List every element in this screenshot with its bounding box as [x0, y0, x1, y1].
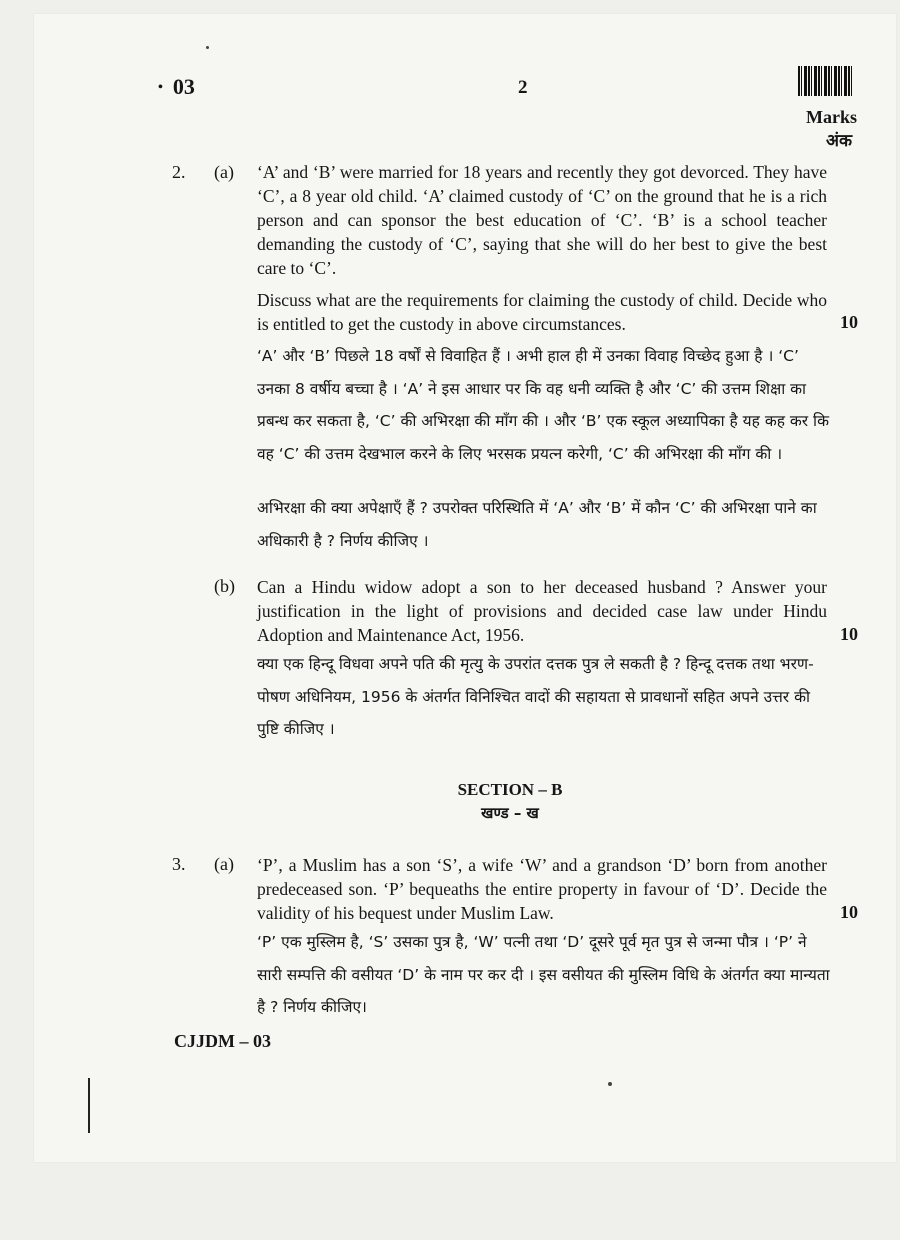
question-3a-label: (a)	[214, 854, 234, 874]
page-number: 2	[518, 77, 528, 98]
section-title: SECTION – B	[457, 780, 563, 799]
paper-number	[158, 74, 195, 100]
question-3a-english: ‘P’, a Muslim has a son ‘S’, a wife ‘W’ and a grandson ‘D’ born from another predeceased son. ‘P’ bequeaths the entire property in favour of ‘D’. Decide the validity of his bequest under Muslim Law.	[257, 855, 827, 923]
question-2b-label: (b)	[214, 576, 235, 596]
paper-code-footer: CJJDM – 03	[174, 1031, 271, 1051]
question-2a-hindi: ‘A’ और ‘B’ पिछले 18 वर्षों से विवाहित हैं । अभी हाल ही में उनका विवाह विच्छेद हुआ है । ‘C’ उनका 8 वर्षीय बच्चा है । ‘A’ ने इस आधार पर कि वह धनी व्यक्ति है और ‘C’ की उत्तम शिक्षा का प्रबन्ध कर सकता है, ‘C’ की अभिरक्षा की माँग की । और ‘B’ एक स्कूल अध्यापिका है यह कह कर कि वह ‘C’ की उत्तम देखभाल करने के लिए भरसक प्रयत्न करेगी, ‘C’ की अभिरक्षा की माँग की ।	[257, 347, 829, 463]
question-2b-english: Can a Hindu widow adopt a son to her deceased husband ? Answer your justification in the light of provisions and decided case law under Hindu Adoption and Maintenance Act, 1956.	[257, 577, 827, 645]
question-3a-hindi: ‘P’ एक मुस्लिम है, ‘S’ उसका पुत्र है, ‘W’ पत्नी तथा ‘D’ दूसरे पूर्व मृत पुत्र से जन्मा पौत्र । ‘P’ ने सारी सम्पत्ति की वसीयत ‘D’ के नाम पर कर दी । इस वसीयत की मुस्लिम विधि के अंतर्गत क्या मान्यता है ? निर्णय कीजिए।	[257, 933, 830, 1016]
question-2b-hindi: क्या एक हिन्दू विधवा अपने पति की मृत्यु के उपरांत दत्तक पुत्र ले सकती है ? हिन्दू दत्तक तथा भरण-पोषण अधिनियम, 1956 के अंतर्गत विनिश्चित वादों की सहायता से प्रावधानों सहित अपने उत्तर की पुष्टि कीजिए ।	[257, 655, 814, 738]
marks-heading: Marks	[806, 107, 857, 127]
marks-heading-hindi: अंक	[826, 131, 853, 151]
ink-speck	[206, 46, 209, 49]
question-2a-hindi-task: अभिरक्षा की क्या अपेक्षाएँ हैं ? उपरोक्त परिस्थिति में ‘A’ और ‘B’ में कौन ‘C’ की अभिरक्षा पाने का अधिकारी है ? निर्णय कीजिए ।	[257, 499, 817, 550]
question-2a-english-task: Discuss what are the requirements for claiming the custody of child. Decide who is entitled to get the custody in above circumstances.	[257, 290, 827, 334]
bullet-mark: •	[158, 80, 163, 95]
barcode-image	[798, 66, 854, 96]
question-3a-marks: 10	[840, 902, 858, 922]
ink-speck	[608, 1082, 612, 1086]
paper-number-text: 03	[172, 74, 195, 99]
question-number-3: 3.	[172, 854, 186, 874]
question-2a-english: ‘A’ and ‘B’ were married for 18 years and recently they got devorced. They have ‘C’, a 8 year old child. ‘A’ claimed custody of ‘C’ on the ground that he is a rich person and can sponsor the best education of ‘C’. ‘B’ is a school teacher demanding the custody of ‘C’, saying that she will do her best to give the best care to ‘C’.	[257, 162, 827, 278]
question-2b-marks: 10	[840, 624, 858, 644]
question-2a-label: (a)	[214, 162, 234, 182]
question-2a-marks: 10	[840, 312, 858, 332]
question-number-2: 2.	[172, 162, 186, 182]
section-title-hindi: खण्ड – ख	[481, 804, 539, 822]
margin-line	[88, 1078, 90, 1133]
